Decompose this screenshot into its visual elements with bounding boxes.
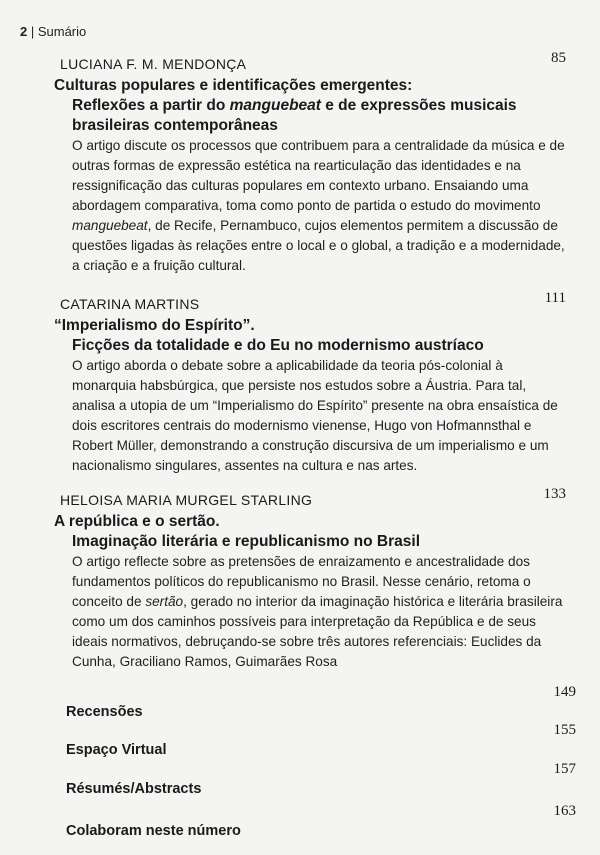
- entry-subtitle: Ficções da totalidade e do Eu no modernismo austríaco: [72, 337, 484, 354]
- entry-author: HELOISA MARIA MURGEL STARLING: [60, 492, 313, 508]
- toc-entry[interactable]: [54, 486, 566, 672]
- toc-entry[interactable]: [54, 50, 566, 276]
- section-page-number: 155: [553, 722, 576, 738]
- toc-section-recensoes[interactable]: [66, 684, 576, 720]
- entry-title: A república e o sertão.: [54, 513, 220, 530]
- entry-page-number: 85: [551, 50, 566, 66]
- section-label: Colaboram neste número: [66, 823, 241, 839]
- entry-abstract: O artigo discute os processos que contribuem para a centralidade da música e de outras formas de expressão estética na rearticulação das identidades e na ressignificação das culturas populares em contexto urbano. Ensaiando uma abordagem comparativa, toma como ponto de partida o estudo do movimento manguebeat, de Recife, Pernambuco, cujos elementos permitem a discussão de questões ligadas às relações entre o local e o global, a tradição e a modernidade, a criação e a fruição cultural.: [72, 138, 565, 273]
- section-label: Espaço Virtual: [66, 742, 167, 758]
- running-header: 2 | Sumário: [20, 24, 87, 39]
- entry-page-number: 111: [544, 290, 566, 306]
- entry-author: CATARINA MARTINS: [60, 296, 200, 312]
- section-page-number: 163: [553, 803, 576, 819]
- toc-entry[interactable]: [54, 290, 566, 476]
- toc-section-espaco-virtual[interactable]: [66, 722, 576, 758]
- section-page-number: 157: [553, 761, 576, 777]
- toc-section-colaboram[interactable]: [66, 803, 576, 839]
- entry-title: “Imperialismo do Espírito”.: [54, 317, 255, 334]
- entry-abstract: O artigo aborda o debate sobre a aplicabilidade da teoria pós-colonial à monarquia habsbúrgica, que persiste nos estudos sobre a Áustria. Para tal, analisa a utopia de um “Imperialismo do Espírito” presente na obra ensaística de dois escritores centrais do modernismo vienense, Hugo von Hofmannsthal e Robert Müller, demonstrando a construção discursiva de um imperialismo e um nacionalismo singulares, assentes na cultura e nas artes.: [72, 358, 558, 473]
- header-page-number: 2: [20, 24, 28, 39]
- entry-subtitle: Reflexões a partir do manguebeat e de expressões musicais brasileiras contemporâneas: [72, 97, 517, 134]
- toc-section-resumes-abstracts[interactable]: [66, 761, 576, 797]
- entry-abstract: O artigo reflecte sobre as pretensões de enraizamento e ancestralidade dos fundamentos políticos do republicanismo no Brasil. Nesse cenário, retoma o conceito de sertão, gerado no interior da imaginação histórica e literária brasileira como um dos caminhos possíveis para interpretação da República e de seus ideais normativos, debruçando-se sobre três autores referenciais: Euclides da Cunha, Graciliano Ramos, Guimarães Rosa: [72, 554, 563, 669]
- header-section: Sumário: [37, 24, 87, 39]
- section-label: Recensões: [66, 704, 143, 720]
- entry-title: Culturas populares e identificações emergentes:: [54, 77, 413, 94]
- section-page-number: 149: [553, 684, 576, 700]
- entry-page-number: 133: [543, 486, 566, 502]
- section-label: Résumés/Abstracts: [66, 781, 202, 797]
- entry-author: LUCIANA F. M. MENDONÇA: [60, 56, 247, 72]
- entry-subtitle: Imaginação literária e republicanismo no Brasil: [72, 533, 421, 550]
